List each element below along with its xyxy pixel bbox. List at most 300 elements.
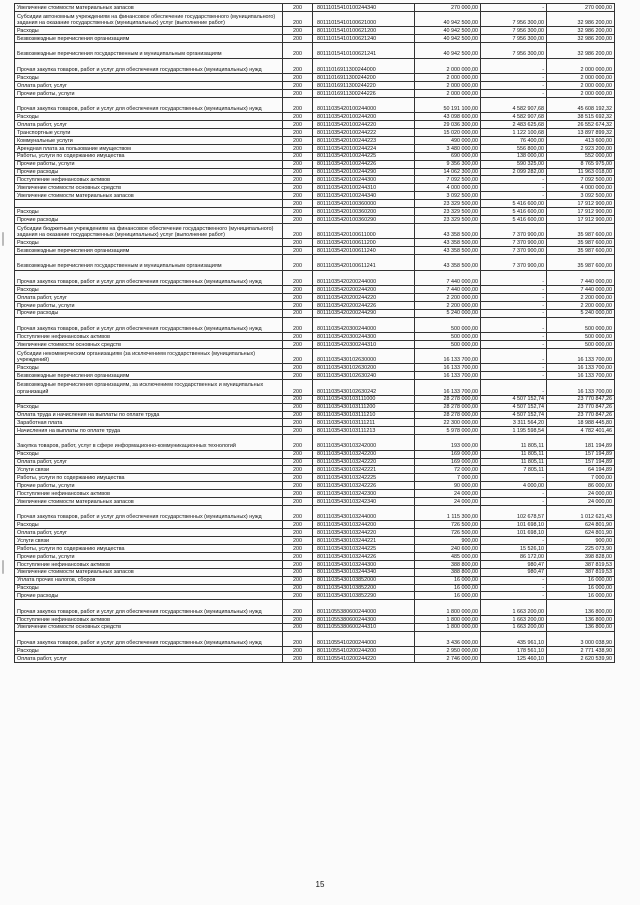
row-code-cell: 200 — [283, 364, 313, 372]
row-code-cell: 200 — [283, 537, 313, 545]
row-approved-cell: 240 600,00 — [415, 545, 481, 553]
row-remaining-cell: 35 987 600,00 — [547, 255, 615, 271]
row-approved-cell: 270 000,00 — [415, 4, 481, 12]
row-kbk-cell: 80111035420100244340 — [313, 192, 415, 200]
row-code-cell: 200 — [283, 215, 313, 223]
row-approved-cell: 485 000,00 — [415, 552, 481, 560]
row-executed-cell: 2 483 625,68 — [481, 121, 547, 129]
row-executed-cell: - — [481, 293, 547, 301]
row-kbk-cell: 80111035420100244200 — [313, 113, 415, 121]
row-name-cell: Безвозмездные перечисления организациям, за исключением государственных и муниципальных организаций — [15, 380, 283, 396]
row-approved-cell: 40 942 500,00 — [415, 11, 481, 27]
page-number: 15 — [315, 880, 325, 889]
row-approved-cell: 4 000 000,00 — [415, 184, 481, 192]
row-code-cell: 200 — [283, 631, 313, 647]
row-code-cell: 200 — [283, 372, 313, 380]
row-executed-cell: 7 370 900,00 — [481, 223, 547, 239]
row-code-cell: 200 — [283, 121, 313, 129]
row-kbk-cell: 80111035420100360200 — [313, 208, 415, 216]
row-approved-cell: 1 115 300,00 — [415, 505, 481, 521]
row-code-cell: 200 — [283, 505, 313, 521]
row-executed-cell: 7 805,11 — [481, 466, 547, 474]
row-remaining-cell: 35 987 600,00 — [547, 247, 615, 255]
row-approved-cell: 388 800,00 — [415, 568, 481, 576]
table-row — [15, 474, 615, 482]
row-approved-cell: 7 000,00 — [415, 474, 481, 482]
row-remaining-cell: 900,00 — [547, 537, 615, 545]
row-remaining-cell: 26 552 674,32 — [547, 121, 615, 129]
row-kbk-cell: 80111016911300244226 — [313, 89, 415, 97]
row-executed-cell: 7 956 300,00 — [481, 43, 547, 59]
row-approved-cell: 43 358 500,00 — [415, 247, 481, 255]
row-kbk-cell: 80111015410100621000 — [313, 11, 415, 27]
row-name-cell: Работы, услуги по содержанию имущества — [15, 474, 283, 482]
row-kbk-cell: 80111035430103244200 — [313, 521, 415, 529]
row-remaining-cell: 2 923 200,00 — [547, 144, 615, 152]
row-kbk-cell: 80111035420200244290 — [313, 309, 415, 317]
table-row — [15, 27, 615, 35]
row-name-cell: Работы, услуги по содержанию имущества — [15, 545, 283, 553]
row-executed-cell: 7 956 300,00 — [481, 11, 547, 27]
row-kbk-cell: 80111015410100621200 — [313, 27, 415, 35]
row-executed-cell: - — [481, 490, 547, 498]
row-approved-cell: 22 300 000,00 — [415, 419, 481, 427]
row-kbk-cell: 80111015410100244340 — [313, 4, 415, 12]
row-kbk-cell: 80111035430103111000 — [313, 395, 415, 403]
row-code-cell: 200 — [283, 317, 313, 333]
row-approved-cell: 2 746 000,00 — [415, 654, 481, 662]
row-executed-cell: 3 311 564,20 — [481, 419, 547, 427]
row-executed-cell: - — [481, 184, 547, 192]
row-executed-cell: 4 507 152,74 — [481, 395, 547, 403]
row-kbk-cell: 80111035420200244226 — [313, 301, 415, 309]
table-body — [15, 4, 615, 663]
row-remaining-cell: 136 800,00 — [547, 623, 615, 631]
row-approved-cell: 9 356 300,00 — [415, 160, 481, 168]
row-remaining-cell: 2 620 539,90 — [547, 654, 615, 662]
table-row — [15, 466, 615, 474]
row-name-cell: Коммунальные услуги — [15, 137, 283, 145]
row-name-cell: Расходы — [15, 521, 283, 529]
row-remaining-cell: 16 133 700,00 — [547, 364, 615, 372]
row-code-cell: 200 — [283, 160, 313, 168]
row-name-cell: Прочие работы, услуги — [15, 89, 283, 97]
row-name-cell: Увеличение стоимости материальных запасов — [15, 192, 283, 200]
row-approved-cell: 5 240 000,00 — [415, 309, 481, 317]
row-kbk-cell: 80111035420100611000 — [313, 223, 415, 239]
row-name-cell: Увеличение стоимости основных средств — [15, 623, 283, 631]
row-executed-cell: - — [481, 372, 547, 380]
row-code-cell: 200 — [283, 584, 313, 592]
row-code-cell: 200 — [283, 450, 313, 458]
row-kbk-cell: 80111015410100621241 — [313, 43, 415, 59]
row-kbk-cell: 80111035430103244226 — [313, 552, 415, 560]
table-row — [15, 35, 615, 43]
table-row — [15, 223, 615, 239]
scan-edge-mark — [2, 232, 4, 246]
row-kbk-cell: 80111035420100244224 — [313, 144, 415, 152]
row-name-cell: Прочие расходы — [15, 592, 283, 600]
row-approved-cell: 14 062 300,00 — [415, 168, 481, 176]
row-remaining-cell: 17 912 900,00 — [547, 200, 615, 208]
row-approved-cell: 43 358 500,00 — [415, 239, 481, 247]
row-approved-cell: 90 000,00 — [415, 482, 481, 490]
row-executed-cell: 86 172,00 — [481, 552, 547, 560]
row-remaining-cell: 413 600,00 — [547, 137, 615, 145]
row-name-cell: Прочая закупка товаров, работ и услуг для обеспечения государственных (муниципальных) нужд — [15, 97, 283, 113]
row-name-cell: Поступление нефинансовых активов — [15, 176, 283, 184]
row-name-cell: Закупка товаров, работ, услуг в сфере информационно-коммуникационных технологий — [15, 435, 283, 451]
row-executed-cell: - — [481, 82, 547, 90]
row-approved-cell: 726 500,00 — [415, 529, 481, 537]
row-executed-cell: 2 099 282,00 — [481, 168, 547, 176]
row-executed-cell: 138 000,00 — [481, 152, 547, 160]
row-executed-cell: 1 663 200,00 — [481, 623, 547, 631]
row-name-cell: Безвозмездные перечисления государственным и муниципальным организациям — [15, 43, 283, 59]
row-name-cell — [15, 395, 283, 403]
row-executed-cell: 76 400,00 — [481, 137, 547, 145]
row-name-cell: Прочие работы, услуги — [15, 552, 283, 560]
row-remaining-cell: 387 819,53 — [547, 560, 615, 568]
row-executed-cell: 7 956 300,00 — [481, 27, 547, 35]
row-executed-cell: 1 663 200,00 — [481, 615, 547, 623]
row-remaining-cell: 1 012 621,43 — [547, 505, 615, 521]
table-row — [15, 568, 615, 576]
row-code-cell: 200 — [283, 654, 313, 662]
row-remaining-cell: 24 000,00 — [547, 490, 615, 498]
row-kbk-cell: 80111035430103242340 — [313, 498, 415, 506]
row-approved-cell: 15 020 000,00 — [415, 129, 481, 137]
table-row — [15, 137, 615, 145]
row-approved-cell: 40 942 500,00 — [415, 35, 481, 43]
row-remaining-cell: 2 000 000,00 — [547, 82, 615, 90]
row-kbk-cell: 80111035420100244226 — [313, 160, 415, 168]
table-row — [15, 121, 615, 129]
row-remaining-cell: 270 000,00 — [547, 4, 615, 12]
row-remaining-cell: 7 092 500,00 — [547, 176, 615, 184]
row-kbk-cell: 80111035420100244300 — [313, 176, 415, 184]
table-row — [15, 176, 615, 184]
row-remaining-cell: 157 194,89 — [547, 458, 615, 466]
table-row — [15, 521, 615, 529]
row-name-cell: Расходы — [15, 74, 283, 82]
row-kbk-cell: 80111055380600244000 — [313, 600, 415, 616]
table-row — [15, 192, 615, 200]
row-name-cell: Оплата работ, услуг — [15, 529, 283, 537]
row-name-cell: Расходы — [15, 113, 283, 121]
row-kbk-cell: 80111055380600244310 — [313, 623, 415, 631]
row-executed-cell: - — [481, 498, 547, 506]
row-approved-cell: 2 000 000,00 — [415, 82, 481, 90]
row-code-cell: 200 — [283, 341, 313, 349]
row-remaining-cell: 17 912 900,00 — [547, 215, 615, 223]
row-remaining-cell: 157 194,89 — [547, 450, 615, 458]
row-kbk-cell: 80111035420100244220 — [313, 121, 415, 129]
row-name-cell: Прочие расходы — [15, 309, 283, 317]
row-remaining-cell: 35 987 600,00 — [547, 223, 615, 239]
row-approved-cell: 3 436 000,00 — [415, 631, 481, 647]
row-kbk-cell: 80111035430103244220 — [313, 529, 415, 537]
row-remaining-cell: 16 133 700,00 — [547, 380, 615, 396]
row-executed-cell: 4 507 152,74 — [481, 411, 547, 419]
table-row — [15, 97, 615, 113]
table-row — [15, 82, 615, 90]
row-kbk-cell: 80111016911300244000 — [313, 58, 415, 74]
row-approved-cell: 500 000,00 — [415, 333, 481, 341]
row-remaining-cell: 13 897 899,32 — [547, 129, 615, 137]
row-approved-cell: 1 800 000,00 — [415, 615, 481, 623]
row-code-cell: 200 — [283, 560, 313, 568]
row-code-cell: 200 — [283, 568, 313, 576]
row-executed-cell: 5 416 600,00 — [481, 200, 547, 208]
row-code-cell: 200 — [283, 144, 313, 152]
row-kbk-cell: 80111035430103244225 — [313, 545, 415, 553]
budget-execution-table — [14, 3, 615, 663]
row-executed-cell: - — [481, 584, 547, 592]
row-executed-cell: 178 561,10 — [481, 647, 547, 655]
row-approved-cell: 16 133 700,00 — [415, 380, 481, 396]
row-executed-cell: 1 195 598,54 — [481, 427, 547, 435]
row-remaining-cell: 16 000,00 — [547, 584, 615, 592]
row-kbk-cell: 80111035420300244310 — [313, 341, 415, 349]
table-row — [15, 592, 615, 600]
table-row — [15, 129, 615, 137]
row-code-cell: 200 — [283, 74, 313, 82]
row-executed-cell: 7 370 900,00 — [481, 255, 547, 271]
row-approved-cell: 43 098 600,00 — [415, 113, 481, 121]
row-name-cell: Расходы — [15, 27, 283, 35]
table-row — [15, 208, 615, 216]
table-row — [15, 4, 615, 12]
row-code-cell: 200 — [283, 27, 313, 35]
row-kbk-cell: 80111035420100611240 — [313, 247, 415, 255]
row-approved-cell: 500 000,00 — [415, 317, 481, 333]
row-executed-cell: - — [481, 74, 547, 82]
row-remaining-cell: 16 000,00 — [547, 576, 615, 584]
row-executed-cell: - — [481, 286, 547, 294]
row-remaining-cell: 23 770 847,26 — [547, 403, 615, 411]
row-code-cell: 200 — [283, 466, 313, 474]
row-remaining-cell: 2 200 000,00 — [547, 293, 615, 301]
row-name-cell: Безвозмездные перечисления организациям — [15, 35, 283, 43]
row-approved-cell: 2 000 000,00 — [415, 58, 481, 74]
row-name-cell: Транспортные услуги — [15, 129, 283, 137]
row-name-cell: Начисления на выплаты по оплате труда — [15, 427, 283, 435]
row-name-cell: Увеличение стоимости материальных запасов — [15, 498, 283, 506]
row-executed-cell: - — [481, 176, 547, 184]
table-row — [15, 286, 615, 294]
row-executed-cell: 15 526,10 — [481, 545, 547, 553]
row-approved-cell: 2 950 000,00 — [415, 647, 481, 655]
row-approved-cell: 5 978 000,00 — [415, 427, 481, 435]
row-executed-cell: 101 698,10 — [481, 529, 547, 537]
table-row — [15, 631, 615, 647]
table-row — [15, 450, 615, 458]
row-executed-cell: 125 460,10 — [481, 654, 547, 662]
row-code-cell: 200 — [283, 419, 313, 427]
row-name-cell: Услуги связи — [15, 537, 283, 545]
row-code-cell: 200 — [283, 545, 313, 553]
row-approved-cell: 50 191 100,00 — [415, 97, 481, 113]
row-name-cell: Прочая закупка товаров, работ и услуг для обеспечения государственных (муниципальных) нужд — [15, 631, 283, 647]
table-row — [15, 498, 615, 506]
table-row — [15, 395, 615, 403]
row-name-cell: Услуги связи — [15, 466, 283, 474]
row-name-cell: Оплата работ, услуг — [15, 654, 283, 662]
row-code-cell: 200 — [283, 152, 313, 160]
row-remaining-cell: 7 440 000,00 — [547, 270, 615, 286]
row-executed-cell: - — [481, 341, 547, 349]
row-code-cell: 200 — [283, 482, 313, 490]
row-approved-cell: 7 092 500,00 — [415, 176, 481, 184]
row-approved-cell: 1 800 000,00 — [415, 600, 481, 616]
row-kbk-cell: 80111035420300244300 — [313, 333, 415, 341]
row-remaining-cell: 2 000 000,00 — [547, 89, 615, 97]
row-kbk-cell: 80111035430103111213 — [313, 427, 415, 435]
row-name-cell: Безвозмездные перечисления организациям — [15, 247, 283, 255]
row-name-cell: Расходы — [15, 450, 283, 458]
row-kbk-cell: 80111035430103111211 — [313, 419, 415, 427]
row-approved-cell: 28 278 000,00 — [415, 395, 481, 403]
table-row — [15, 482, 615, 490]
row-approved-cell: 490 000,00 — [415, 137, 481, 145]
row-code-cell: 200 — [283, 223, 313, 239]
row-remaining-cell: 8 765 975,00 — [547, 160, 615, 168]
row-code-cell: 200 — [283, 255, 313, 271]
row-executed-cell: 980,47 — [481, 568, 547, 576]
row-executed-cell: - — [481, 317, 547, 333]
row-kbk-cell: 80111035430102630240 — [313, 372, 415, 380]
row-approved-cell: 16 000,00 — [415, 592, 481, 600]
row-code-cell: 200 — [283, 43, 313, 59]
row-remaining-cell: 624 801,90 — [547, 521, 615, 529]
row-remaining-cell: 500 000,00 — [547, 333, 615, 341]
row-kbk-cell: 80111035420100244290 — [313, 168, 415, 176]
row-remaining-cell: 23 770 847,26 — [547, 411, 615, 419]
row-approved-cell: 169 000,00 — [415, 458, 481, 466]
row-remaining-cell: 181 194,89 — [547, 435, 615, 451]
row-remaining-cell: 38 515 692,32 — [547, 113, 615, 121]
row-kbk-cell: 80111016911300244220 — [313, 82, 415, 90]
row-name-cell: Увеличение стоимости основных средств — [15, 341, 283, 349]
row-kbk-cell: 80111035430103242225 — [313, 474, 415, 482]
row-approved-cell: 43 358 500,00 — [415, 255, 481, 271]
row-remaining-cell: 2 000 000,00 — [547, 74, 615, 82]
table-row — [15, 419, 615, 427]
row-kbk-cell: 80111035430103242000 — [313, 435, 415, 451]
table-row — [15, 89, 615, 97]
row-remaining-cell: 45 608 192,32 — [547, 97, 615, 113]
row-kbk-cell: 80111035430103852200 — [313, 584, 415, 592]
row-approved-cell: 193 000,00 — [415, 435, 481, 451]
row-code-cell: 200 — [283, 309, 313, 317]
row-name-cell: Поступление нефинансовых активов — [15, 490, 283, 498]
table-row — [15, 309, 615, 317]
row-approved-cell: 690 000,00 — [415, 152, 481, 160]
row-executed-cell: - — [481, 333, 547, 341]
row-remaining-cell: 17 912 900,00 — [547, 208, 615, 216]
table-row — [15, 529, 615, 537]
row-name-cell: Прочие расходы — [15, 168, 283, 176]
row-approved-cell: 3 480 000,00 — [415, 144, 481, 152]
row-name-cell: Арендная плата за пользование имуществом — [15, 144, 283, 152]
table-row — [15, 435, 615, 451]
row-code-cell: 200 — [283, 82, 313, 90]
row-executed-cell: - — [481, 364, 547, 372]
row-approved-cell: 900,00 — [415, 537, 481, 545]
row-approved-cell: 23 329 500,00 — [415, 200, 481, 208]
row-approved-cell: 40 942 500,00 — [415, 43, 481, 59]
row-approved-cell: 726 500,00 — [415, 521, 481, 529]
row-remaining-cell: 136 800,00 — [547, 600, 615, 616]
row-approved-cell: 16 000,00 — [415, 584, 481, 592]
row-name-cell: Работы, услуги по содержанию имущества — [15, 152, 283, 160]
row-name-cell: Безвозмездные перечисления организациям — [15, 372, 283, 380]
row-name-cell: Прочая закупка товаров, работ и услуг для обеспечения государственных (муниципальных) нужд — [15, 270, 283, 286]
row-approved-cell: 29 036 300,00 — [415, 121, 481, 129]
row-remaining-cell: 3 092 500,00 — [547, 192, 615, 200]
row-executed-cell: - — [481, 89, 547, 97]
row-kbk-cell: 80111035420200244200 — [313, 286, 415, 294]
row-approved-cell: 2 000 000,00 — [415, 74, 481, 82]
table-row — [15, 11, 615, 27]
row-executed-cell: - — [481, 592, 547, 600]
row-remaining-cell: 24 000,00 — [547, 498, 615, 506]
row-executed-cell: 4 582 907,68 — [481, 113, 547, 121]
row-name-cell: Расходы — [15, 403, 283, 411]
row-name-cell: Прочие расходы — [15, 215, 283, 223]
table-row — [15, 560, 615, 568]
row-executed-cell: - — [481, 4, 547, 12]
row-remaining-cell: 2 200 000,00 — [547, 301, 615, 309]
row-remaining-cell: 11 963 018,00 — [547, 168, 615, 176]
row-kbk-cell: 80111035430103242300 — [313, 490, 415, 498]
row-kbk-cell: 80111035420200244220 — [313, 293, 415, 301]
row-code-cell: 200 — [283, 137, 313, 145]
row-remaining-cell: 4 000 000,00 — [547, 184, 615, 192]
row-name-cell: Поступление нефинансовых активов — [15, 560, 283, 568]
row-code-cell: 200 — [283, 647, 313, 655]
row-name-cell: Оплата работ, услуг — [15, 121, 283, 129]
row-remaining-cell: 3 000 038,90 — [547, 631, 615, 647]
row-executed-cell: 1 122 100,68 — [481, 129, 547, 137]
row-code-cell: 200 — [283, 529, 313, 537]
row-kbk-cell: 80111035430102630000 — [313, 348, 415, 364]
row-name-cell: Оплата работ, услуг — [15, 293, 283, 301]
table-row — [15, 113, 615, 121]
table-row — [15, 537, 615, 545]
row-code-cell: 200 — [283, 192, 313, 200]
row-code-cell: 200 — [283, 615, 313, 623]
table-row — [15, 403, 615, 411]
row-remaining-cell: 500 000,00 — [547, 317, 615, 333]
row-executed-cell: 4 000,00 — [481, 482, 547, 490]
row-kbk-cell: 80111035420100611241 — [313, 255, 415, 271]
row-approved-cell: 2 000 000,00 — [415, 89, 481, 97]
row-kbk-cell: 80111035430103242226 — [313, 482, 415, 490]
row-code-cell: 200 — [283, 113, 313, 121]
table-row — [15, 293, 615, 301]
row-executed-cell: - — [481, 348, 547, 364]
row-remaining-cell: 32 986 200,00 — [547, 35, 615, 43]
row-kbk-cell: 80111035430103852000 — [313, 576, 415, 584]
row-name-cell — [15, 200, 283, 208]
table-row — [15, 74, 615, 82]
row-name-cell: Увеличение стоимости основных средств — [15, 184, 283, 192]
row-kbk-cell: 80111016911300244200 — [313, 74, 415, 82]
row-approved-cell: 28 278 000,00 — [415, 403, 481, 411]
row-executed-cell: - — [481, 576, 547, 584]
